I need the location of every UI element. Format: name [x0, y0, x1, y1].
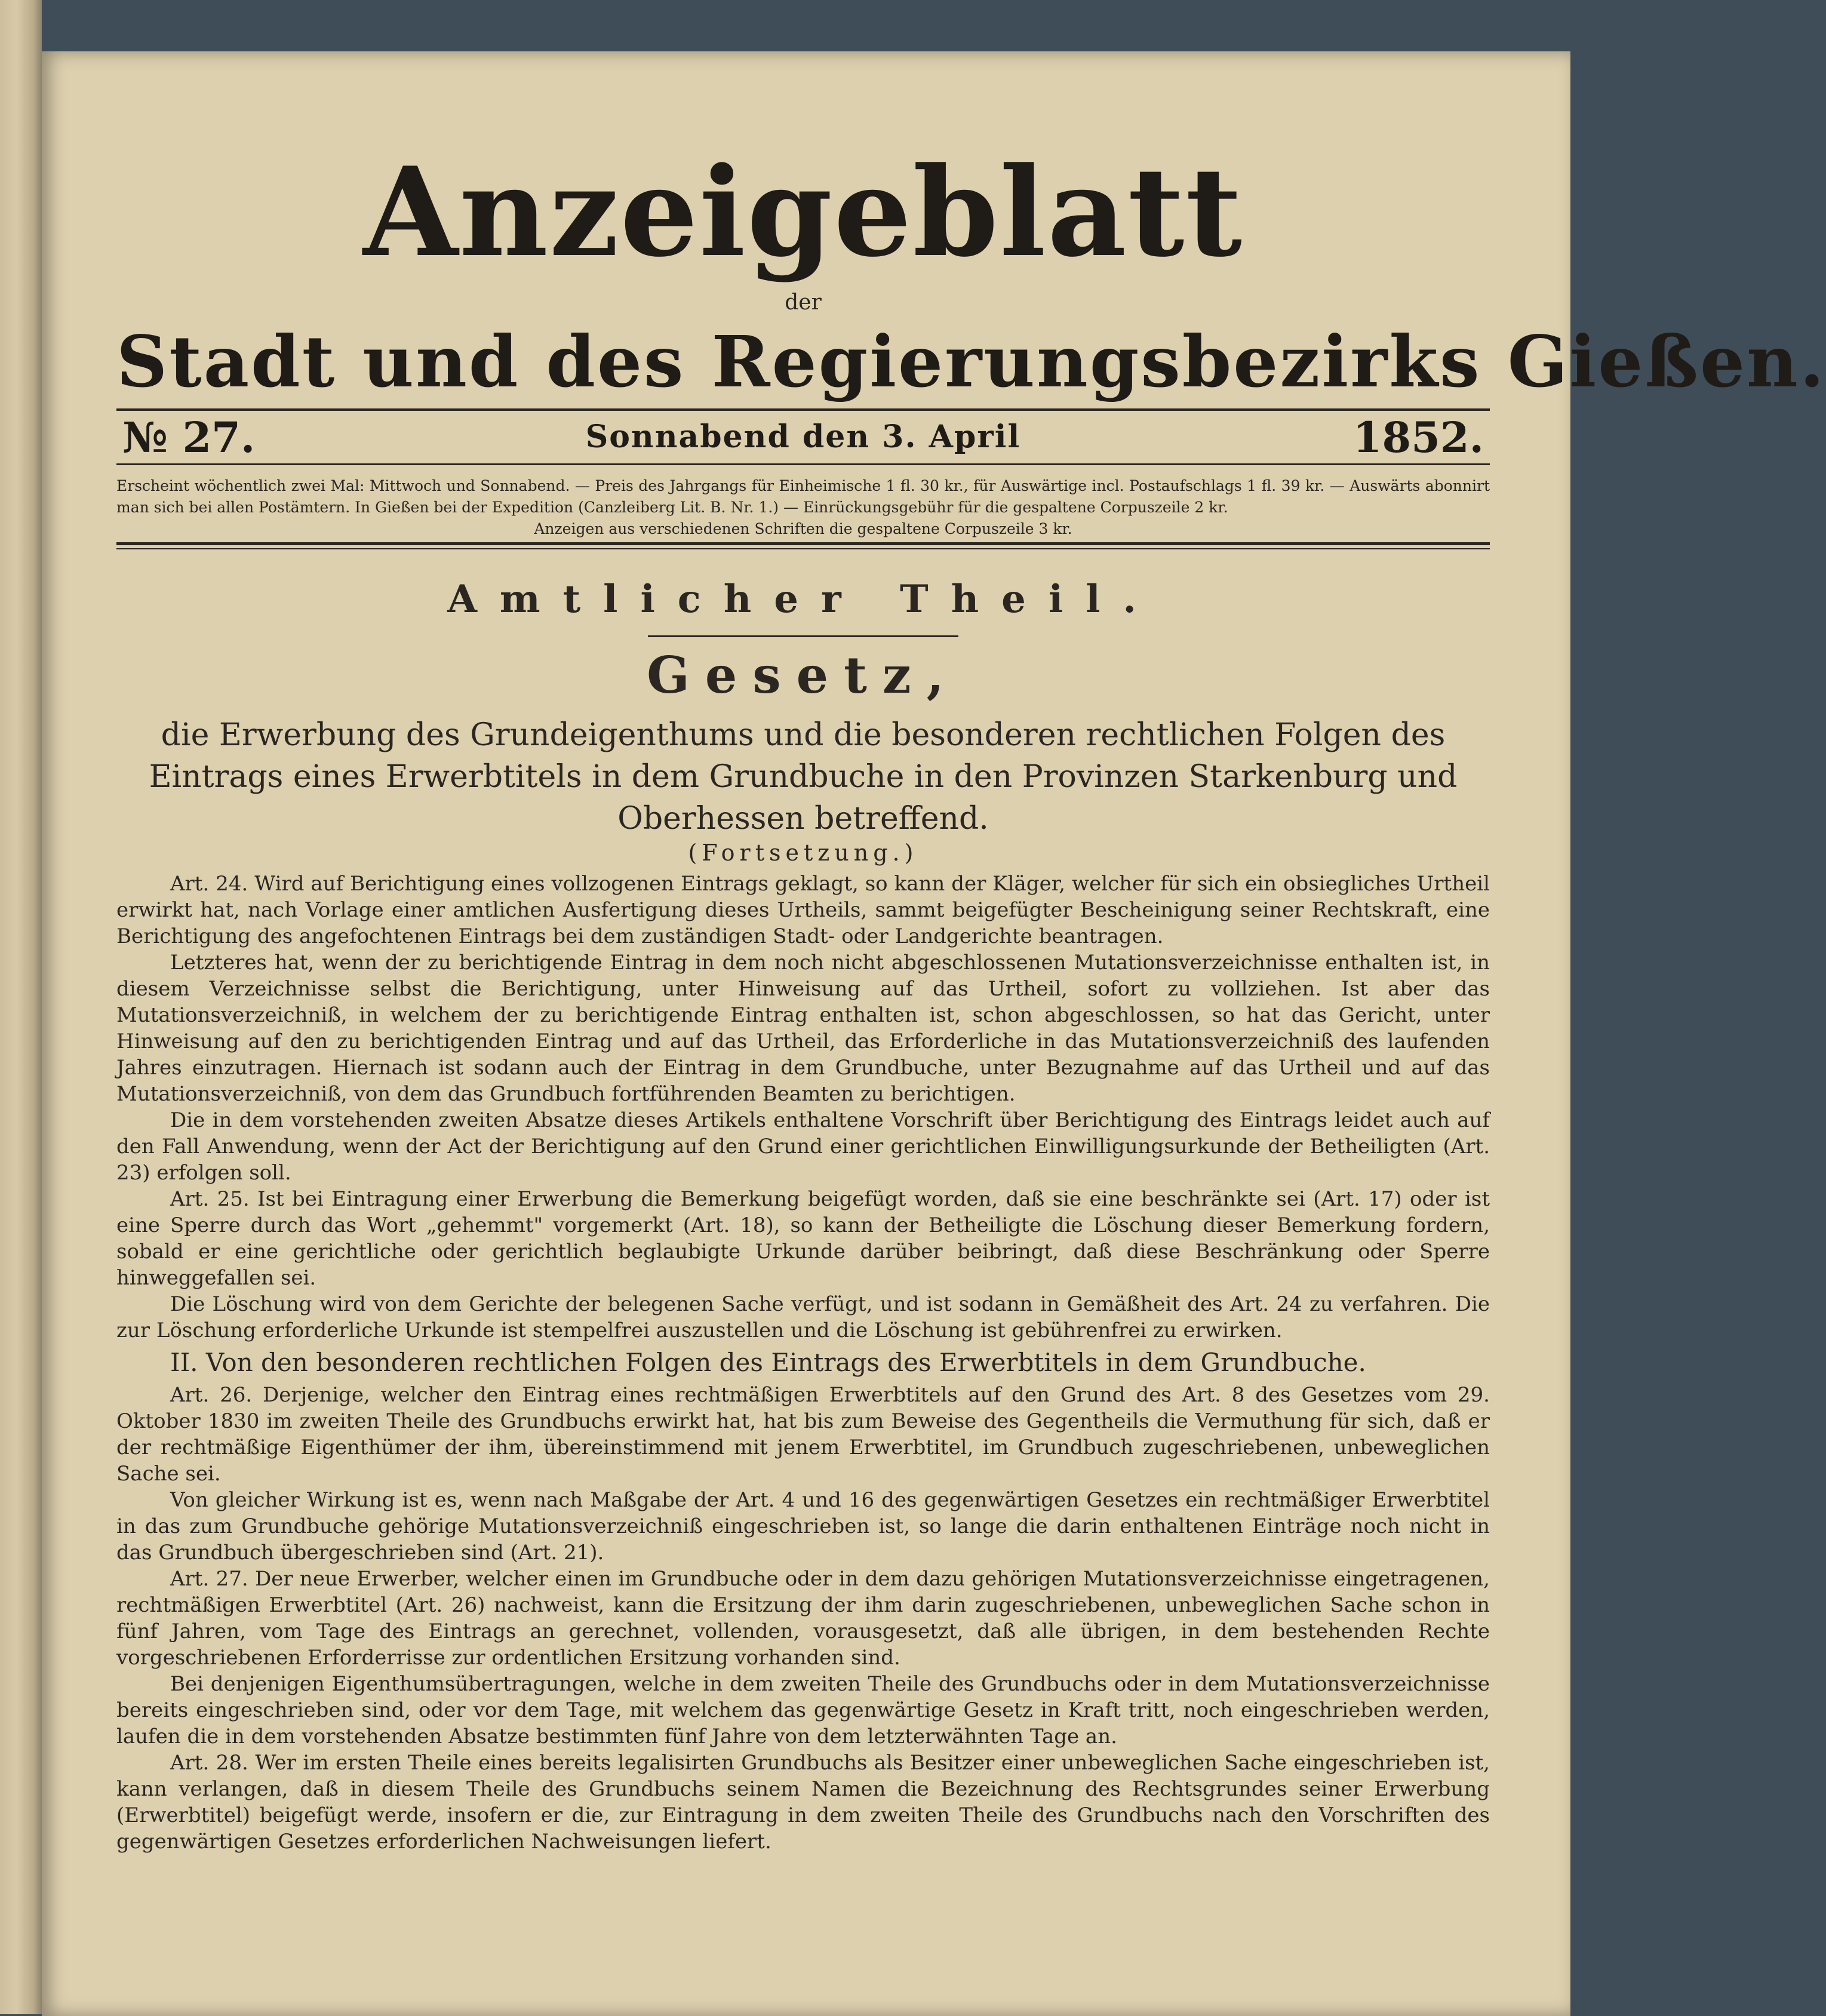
masthead-der: der	[785, 290, 822, 315]
paragraph: Art. 25. Ist bei Eintragung einer Erwerbung die Bemerkung beigefügt worden, daß sie eine beschränkte sei (Art. 17) oder ist eine Sperre durch das Wort „gehemmt" vorgemerkt (Art. 18), so kann der Betheiligte die Löschung dieser Bemerkung fordern, sobald er eine gerichtliche oder gerichtlich beglaubigte Urkunde darüber beibringt, daß diese Beschränkung oder Sperre hinweggefallen sei.	[116, 1187, 1490, 1290]
law-subtitle: die Erwerbung des Grundeigenthums und die besonderen rechtlichen Folgen des Eintrags eines Erwerbtitels in dem Grundbuche in den Provinzen Starkenburg und Oberhessen betreffend.	[149, 717, 1458, 837]
rule-top	[116, 408, 1490, 411]
section-rule	[648, 635, 958, 637]
notice-line-1: Erscheint wöchentlich zwei Mal: Mittwoch und Sonnabend. — Preis des Jahrgangs für Einheimische 1 fl. 30 kr., für Auswärtige incl. Postaufschlags 1 fl. 39 kr. — Auswärts abonnirt man sich bei allen Postämtern. In Gießen bei der Expedition (Canzleiberg Lit. B. Nr. 1.) — Einrückungsgebühr für die gespaltene Corpuszeile 2 kr.	[116, 477, 1490, 516]
masthead-title: Anzeigeblatt	[362, 141, 1243, 284]
book-spine	[0, 0, 42, 2014]
issue-row	[116, 413, 1490, 460]
paragraph: Art. 28. Wer im ersten Theile eines bereits legalisirten Grundbuchs als Besitzer einer unbeweglichen Sache eingeschrieben ist, kann verlangen, daß in diesem Theile des Grundbuchs seinem Namen die Bezeichnung des Rechtsgrundes seiner Erwerbung (Erwerbtitel) beigefügt werde, insofern er die, zur Eintragung in dem zweiten Theile des Grundbuchs nach den Vorschriften des gegenwärtigen Gesetzes erforderlichen Nachweisungen liefert.	[116, 1751, 1490, 1854]
paragraph: Bei denjenigen Eigenthumsübertragungen, welche in dem zweiten Theile des Grundbuchs oder in dem Mutationsverzeichnisse bereits eingeschrieben sind, oder vor dem Tage, mit welchem das gegenwärtige Gesetz in Kraft tritt, noch eingeschrieben werden, laufen die in dem vorstehenden Absatze bestimmten fünf Jahre von dem letzterwähnten Tage an.	[116, 1672, 1490, 1748]
rule-notice-bottom	[116, 542, 1490, 545]
section-heading-ii: II. Von den besonderen rechtlichen Folgen des Eintrags des Erwerbtitels in dem Grundbuche.	[170, 1348, 1366, 1377]
paragraph: Art. 27. Der neue Erwerber, welcher einen im Grundbuche oder in dem dazu gehörigen Mutationsverzeichnisse eingetragenen, rechtmäßigen Erwerbtitel (Art. 26) nachweist, kann die Ersitzung der ihm darin zugeschriebenen, unbeweglichen Sache schon in fünf Jahren, vom Tage des Eintrags an gerechnet, vollenden, vorausgesetzt, daß alle übrigen, in dem bestehenden Rechte vorgeschriebenen Erforderrisse zur ordentlichen Ersitzung vorhanden sind.	[116, 1567, 1490, 1670]
newspaper-page	[42, 51, 1826, 2016]
section-title: Amtlicher Theil.	[447, 577, 1159, 622]
issue-date: Sonnabend den 3. April	[585, 419, 1021, 455]
paragraph: Art. 24. Wird auf Berichtigung eines vollzogenen Eintrags geklagt, so kann der Kläger, welcher für sich ein obsiegliches Urtheil erwirkt hat, nach Vorlage einer amtlichen Ausfertigung dieses Urtheils, sammt beigefügter Bescheinigung seiner Rechtskraft, eine Berichtigung des angefochtenen Eintrags bei dem zuständigen Stadt- oder Landgerichte beantragen.	[116, 872, 1490, 948]
paragraph: Die Löschung wird von dem Gerichte der belegenen Sache verfügt, und ist sodann in Gemäßheit des Art. 24 zu verfahren. Die zur Löschung erforderliche Urkunde ist stempelfrei auszustellen und die Löschung ist gebührenfrei zu erwirken.	[116, 1292, 1490, 1342]
masthead-subtitle: Stadt und des Regierungsbezirks Gießen.	[116, 320, 1826, 403]
paragraph: Letzteres hat, wenn der zu berichtigende Eintrag in dem noch nicht abgeschlossenen Mutationsverzeichnisse enthalten ist, in diesem Verzeichnisse selbst die Berichtigung, unter Hinweisung auf das Urtheil, sofort zu vollziehen. Ist aber das Mutationsverzeichniß, in welchem der zu berichtigende Eintrag enthalten ist, schon abgeschlossen, so hat das Gericht, unter Hinweisung auf den zu berichtigenden Eintrag und auf das Urtheil, das Erforderliche in das Mutationsverzeichniß des laufenden Jahres einzutragen. Hiernach ist sodann auch der Eintrag in dem Grundbuche, unter Bezugnahme auf das Urtheil und auf das Mutationsverzeichniß, von dem das Grundbuch fortführenden Beamten zu berichtigen.	[116, 951, 1490, 1106]
subscription-notice	[116, 475, 1490, 540]
rule-issue-bottom	[116, 463, 1490, 465]
paragraph: Art. 26. Derjenige, welcher den Eintrag eines rechtmäßigen Erwerbtitels auf den Grund des Art. 8 des Gesetzes vom 29. Oktober 1830 im zweiten Theile des Grundbuchs erwirkt hat, hat bis zum Beweise des Gegentheils die Vermuthung für sich, daß er der rechtmäßige Eigenthümer der ihm, übereinstimmend mit jenem Erwerbtitel, im Grundbuch zugeschriebenen, unbeweglichen Sache sei.	[116, 1383, 1490, 1486]
rule-notice-bottom-thin	[116, 548, 1490, 549]
continuation-note: (Fortsetzung.)	[688, 840, 918, 866]
issue-year: 1852.	[1352, 413, 1484, 462]
article-body	[116, 871, 1490, 1855]
law-title: Gesetz,	[647, 646, 960, 705]
issue-number: № 27.	[122, 413, 256, 462]
notice-line-2: Anzeigen aus verschiedenen Schriften die gespaltene Corpuszeile 3 kr.	[534, 520, 1072, 537]
paragraph: Die in dem vorstehenden zweiten Absatze dieses Artikels enthaltene Vorschrift über Berichtigung des Eintrags leidet auch auf den Fall Anwendung, wenn der Act der Berichtigung auf den Grund einer gerichtlichen Einwilligungsurkunde der Betheiligten (Art. 23) erfolgen soll.	[116, 1108, 1490, 1185]
paragraph: Von gleicher Wirkung ist es, wenn nach Maßgabe der Art. 4 und 16 des gegenwärtigen Gesetzes ein rechtmäßiger Erwerbtitel in das zum Grundbuche gehörige Mutationsverzeichniß eingeschrieben ist, so lange die darin enthaltenen Einträge noch nicht in das Grundbuch übergeschrieben sind (Art. 21).	[116, 1488, 1490, 1565]
